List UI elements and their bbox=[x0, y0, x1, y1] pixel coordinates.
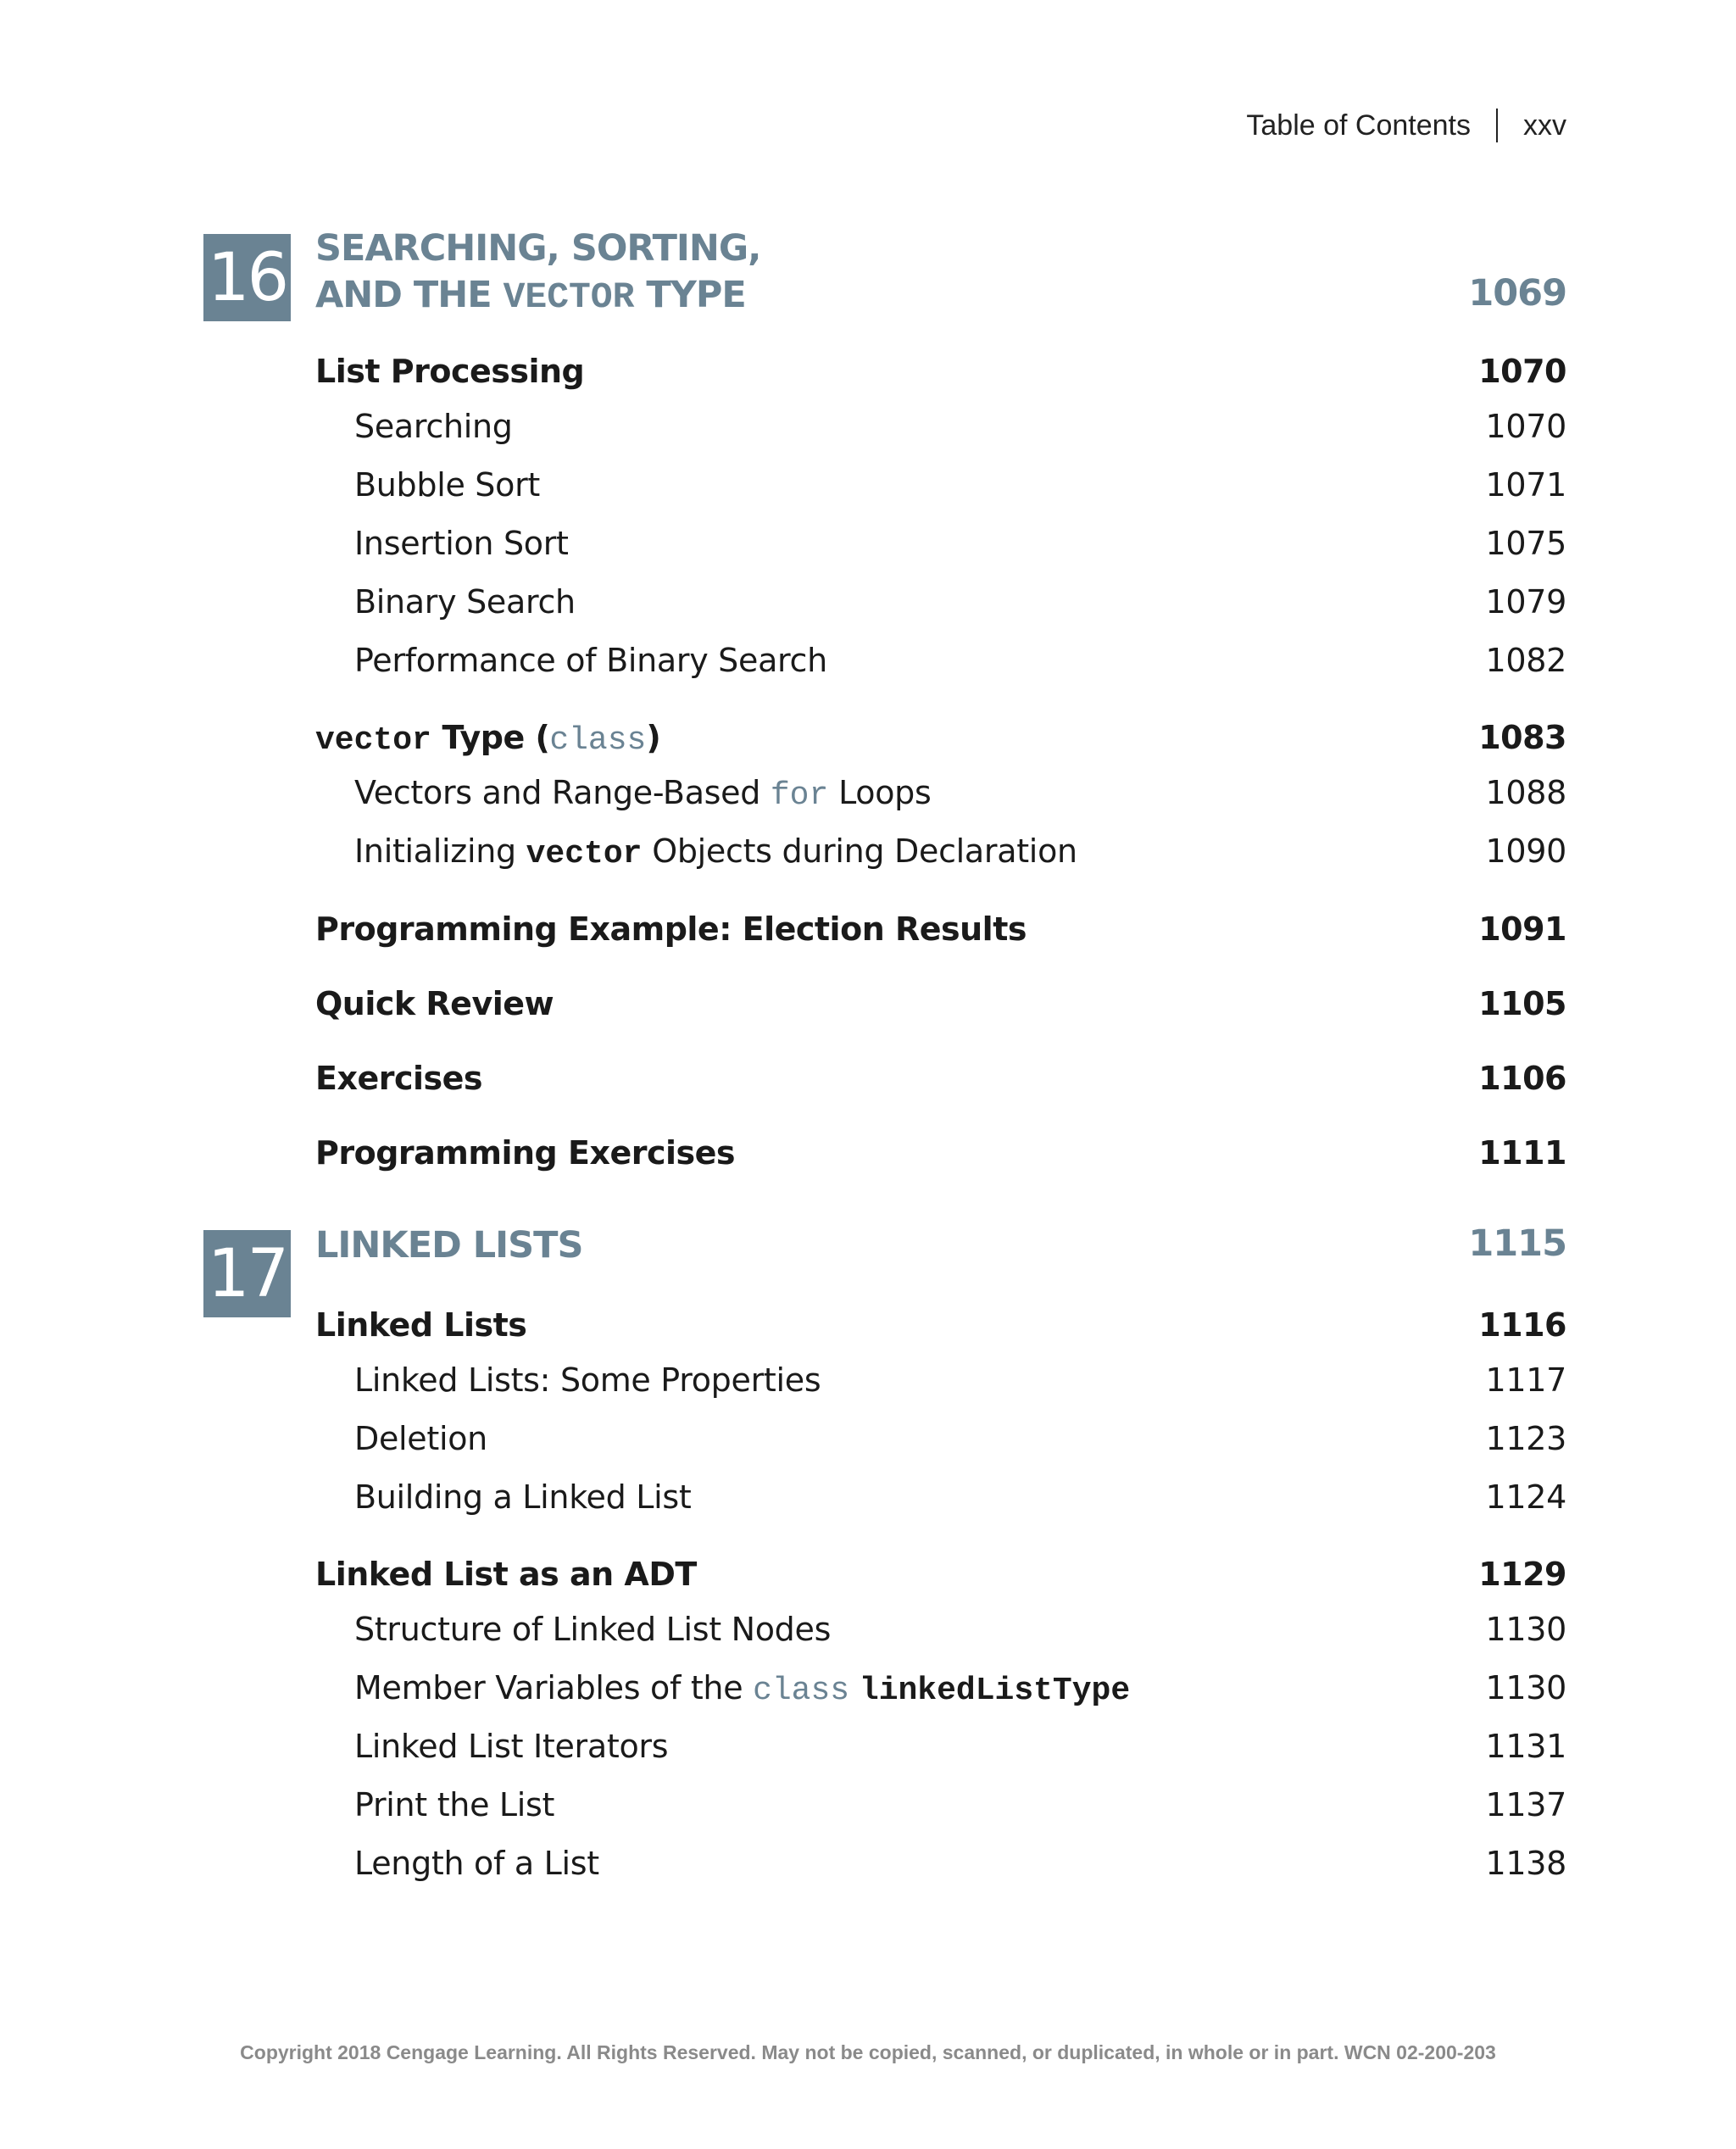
toc-entry-page: 1082 bbox=[1485, 642, 1566, 679]
toc-entry-label: Building a Linked List bbox=[354, 1478, 692, 1516]
toc-entry-page: 1070 bbox=[1485, 408, 1566, 445]
toc-entry-page: 1083 bbox=[1478, 719, 1566, 756]
toc-entry-label-text: ) bbox=[646, 719, 661, 756]
code-keyword: class bbox=[753, 1673, 850, 1709]
running-head bbox=[1246, 109, 1566, 142]
toc-entry-label: Quick Review bbox=[315, 985, 554, 1022]
toc-entry-label: Length of a List bbox=[354, 1845, 599, 1882]
chapter-17-page: 1115 bbox=[1468, 1222, 1566, 1265]
toc-subentry[interactable] bbox=[315, 1478, 1566, 1516]
toc-entry-label: Exercises bbox=[315, 1060, 483, 1097]
code-keyword: class bbox=[549, 722, 647, 759]
toc-entry-label: Structure of Linked List Nodes bbox=[354, 1611, 832, 1648]
page-number: xxv bbox=[1523, 109, 1566, 142]
toc-entry-label: Linked Lists: Some Properties bbox=[354, 1361, 821, 1399]
toc-entry-page: 1090 bbox=[1485, 832, 1566, 870]
toc-entry-page: 1105 bbox=[1478, 985, 1566, 1022]
toc-entry-page: 1137 bbox=[1485, 1786, 1566, 1823]
chapter-16-title-line2 bbox=[315, 272, 761, 320]
toc-subentry[interactable] bbox=[315, 642, 1566, 679]
toc-entry-label: Searching bbox=[354, 408, 513, 445]
toc-entry-page: 1075 bbox=[1485, 525, 1566, 562]
toc-entry-page: 1124 bbox=[1485, 1478, 1566, 1516]
toc-entry[interactable] bbox=[315, 719, 1566, 759]
toc-entry-page: 1091 bbox=[1478, 910, 1566, 948]
chapter-16-title-line2-pre: AND THE bbox=[315, 274, 504, 316]
toc-entry-page: 1131 bbox=[1485, 1728, 1566, 1765]
toc-entry-label: Bubble Sort bbox=[354, 466, 541, 504]
code-keyword: vector bbox=[315, 722, 431, 759]
toc-entry-page: 1130 bbox=[1485, 1669, 1566, 1706]
toc-subentry[interactable] bbox=[315, 1420, 1566, 1457]
toc-entry-label bbox=[354, 1669, 1130, 1709]
toc-subentry[interactable] bbox=[315, 832, 1566, 872]
toc-entry[interactable] bbox=[315, 1306, 1566, 1344]
toc-subentry[interactable] bbox=[315, 466, 1566, 504]
toc-entry-page: 1129 bbox=[1478, 1556, 1566, 1593]
toc-entry[interactable] bbox=[315, 910, 1566, 948]
toc-entry-label: Performance of Binary Search bbox=[354, 642, 827, 679]
toc-entry-label-text: Objects during Declaration bbox=[642, 832, 1077, 870]
chapter-16-title-line1: SEARCHING, SORTING, bbox=[315, 227, 761, 270]
toc-entry-label-text: Loops bbox=[828, 774, 932, 811]
toc-subentry[interactable] bbox=[315, 1728, 1566, 1765]
toc-entry-label: Insertion Sort bbox=[354, 525, 569, 562]
toc-subentry[interactable] bbox=[315, 1786, 1566, 1823]
toc-entry-label: Deletion bbox=[354, 1420, 487, 1457]
chapter-16-number-badge: 16 bbox=[203, 234, 291, 321]
toc-entry-page: 1106 bbox=[1478, 1060, 1566, 1097]
chapter-16-title-line2-post: TYPE bbox=[634, 274, 746, 316]
toc-entry-label-text: Vectors and Range-Based bbox=[354, 774, 771, 811]
toc-subentry[interactable] bbox=[315, 525, 1566, 562]
toc-entry-label-text: Member Variables of the bbox=[354, 1669, 754, 1706]
toc-entry-label: Programming Exercises bbox=[315, 1134, 736, 1172]
toc-entry-page: 1111 bbox=[1478, 1134, 1566, 1172]
toc-subentry[interactable] bbox=[315, 1669, 1566, 1709]
copyright-footer: Copyright 2018 Cengage Learning. All Rights Reserved. May not be copied, scanned, or duplicated, in whole or in part. WCN 02-200-203 bbox=[240, 2041, 1496, 2063]
code-identifier: linkedListType bbox=[859, 1673, 1131, 1709]
toc-entry[interactable] bbox=[315, 1556, 1566, 1593]
toc-entry-label bbox=[354, 774, 932, 814]
chapter-17-number-badge: 17 bbox=[203, 1230, 291, 1317]
toc-entry-label: Programming Example: Election Results bbox=[315, 910, 1027, 948]
toc-entry-page: 1071 bbox=[1485, 466, 1566, 504]
toc-entry-page: 1123 bbox=[1485, 1420, 1566, 1457]
toc-subentry[interactable] bbox=[315, 1845, 1566, 1882]
toc-entry-page: 1070 bbox=[1478, 353, 1566, 390]
toc-subentry[interactable] bbox=[315, 1361, 1566, 1399]
toc-entry[interactable] bbox=[315, 1134, 1566, 1172]
toc-entry-page: 1130 bbox=[1485, 1611, 1566, 1648]
toc-entry-label bbox=[315, 719, 660, 759]
toc-entry-page: 1138 bbox=[1485, 1845, 1566, 1882]
chapter-16-page: 1069 bbox=[1468, 272, 1566, 315]
code-keyword: for bbox=[770, 777, 829, 814]
toc-entry-page: 1079 bbox=[1485, 583, 1566, 621]
toc-entry-label: Binary Search bbox=[354, 583, 576, 621]
toc-entry-label: Linked List Iterators bbox=[354, 1728, 669, 1765]
toc-entry-label-text: Type ( bbox=[431, 719, 550, 756]
toc-entry-label-text: Initializing bbox=[354, 832, 526, 870]
toc-entry-page: 1088 bbox=[1485, 774, 1566, 811]
toc-entry[interactable] bbox=[315, 1060, 1566, 1097]
toc-entry-label: Print the List bbox=[354, 1786, 555, 1823]
chapter-16-title-code: VECTOR bbox=[503, 276, 635, 318]
toc-entry[interactable] bbox=[315, 353, 1566, 390]
toc-entry[interactable] bbox=[315, 985, 1566, 1022]
toc-entry-page: 1117 bbox=[1485, 1361, 1566, 1399]
toc-subentry[interactable] bbox=[315, 408, 1566, 445]
running-head-title: Table of Contents bbox=[1246, 109, 1471, 142]
toc-entry-label: Linked Lists bbox=[315, 1306, 527, 1344]
toc-entry-label: Linked List as an ADT bbox=[315, 1556, 697, 1593]
chapter-17-title: LINKED LISTS bbox=[315, 1224, 583, 1267]
toc-subentry[interactable] bbox=[315, 774, 1566, 814]
toc-subentry[interactable] bbox=[315, 583, 1566, 621]
toc-subentry[interactable] bbox=[315, 1611, 1566, 1648]
toc-entry-label bbox=[354, 832, 1077, 872]
running-head-divider bbox=[1496, 109, 1498, 142]
toc-entry-label: List Processing bbox=[315, 353, 585, 390]
code-keyword: vector bbox=[526, 836, 643, 872]
toc-entry-page: 1116 bbox=[1478, 1306, 1566, 1344]
chapter-16-title bbox=[315, 225, 761, 320]
